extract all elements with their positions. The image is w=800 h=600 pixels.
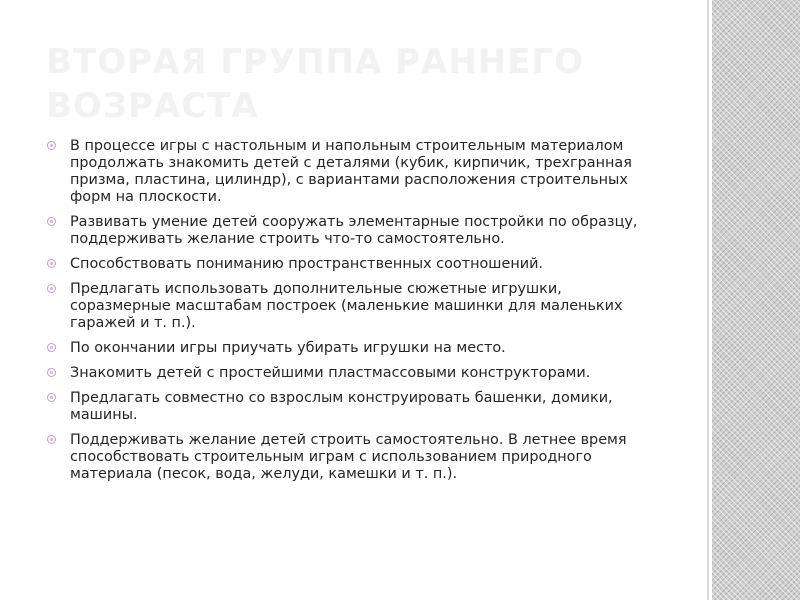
circle-bullet-icon (47, 393, 56, 402)
bullet-item (46, 390, 646, 424)
bullet-text: Способствовать пониманию пространственных соотношений. (70, 256, 544, 272)
bullet-item (46, 340, 646, 357)
side-divider (707, 0, 709, 600)
circle-bullet-icon (47, 217, 56, 226)
bullet-text: Поддерживать желание детей строить самостоятельно. В летнее время способствовать строительным играм с использованием природного материала (песок, вода, желуди, камешки и т. п.). (70, 432, 627, 482)
bullet-item (46, 138, 646, 206)
bullet-item (46, 214, 646, 248)
slide-title-line: ВОЗРАСТА (46, 86, 259, 126)
bullet-item (46, 432, 646, 483)
circle-bullet-icon (47, 284, 56, 293)
bullet-text: Предлагать совместно со взрослым конструировать башенки, домики, машины. (70, 390, 613, 423)
circle-bullet-icon (47, 141, 56, 150)
slide-title-line: ВТОРАЯ ГРУППА РАННЕГО (46, 42, 585, 82)
bullet-item (46, 256, 646, 273)
bullet-text: Предлагать использовать дополнительные сюжетные игрушки, соразмерные масштабам построек (маленькие машинки для маленьких гаражей и т. п.). (70, 281, 623, 331)
bullet-text: Знакомить детей с простейшими пластмассовыми конструкторами. (70, 365, 591, 381)
bullet-text: Развивать умение детей сооружать элементарные постройки по образцу, поддерживать желание строить что-то самостоятельно. (70, 214, 638, 247)
bullet-item (46, 365, 646, 382)
bullet-item (46, 281, 646, 332)
circle-bullet-icon (47, 259, 56, 268)
circle-bullet-icon (47, 343, 56, 352)
side-texture-band (712, 0, 800, 600)
bullet-text: По окончании игры приучать убирать игрушки на место. (70, 340, 506, 356)
slide-title (46, 40, 646, 128)
circle-bullet-icon (47, 435, 56, 444)
bullet-list (46, 138, 646, 491)
bullet-text: В процессе игры с настольным и напольным строительным материалом продолжать знакомить детей с деталями (кубик, кирпичик, трехгранная призма, пластина, цилиндр), с вариантами расположения строительных форм на плоскости. (70, 138, 632, 205)
circle-bullet-icon (47, 368, 56, 377)
